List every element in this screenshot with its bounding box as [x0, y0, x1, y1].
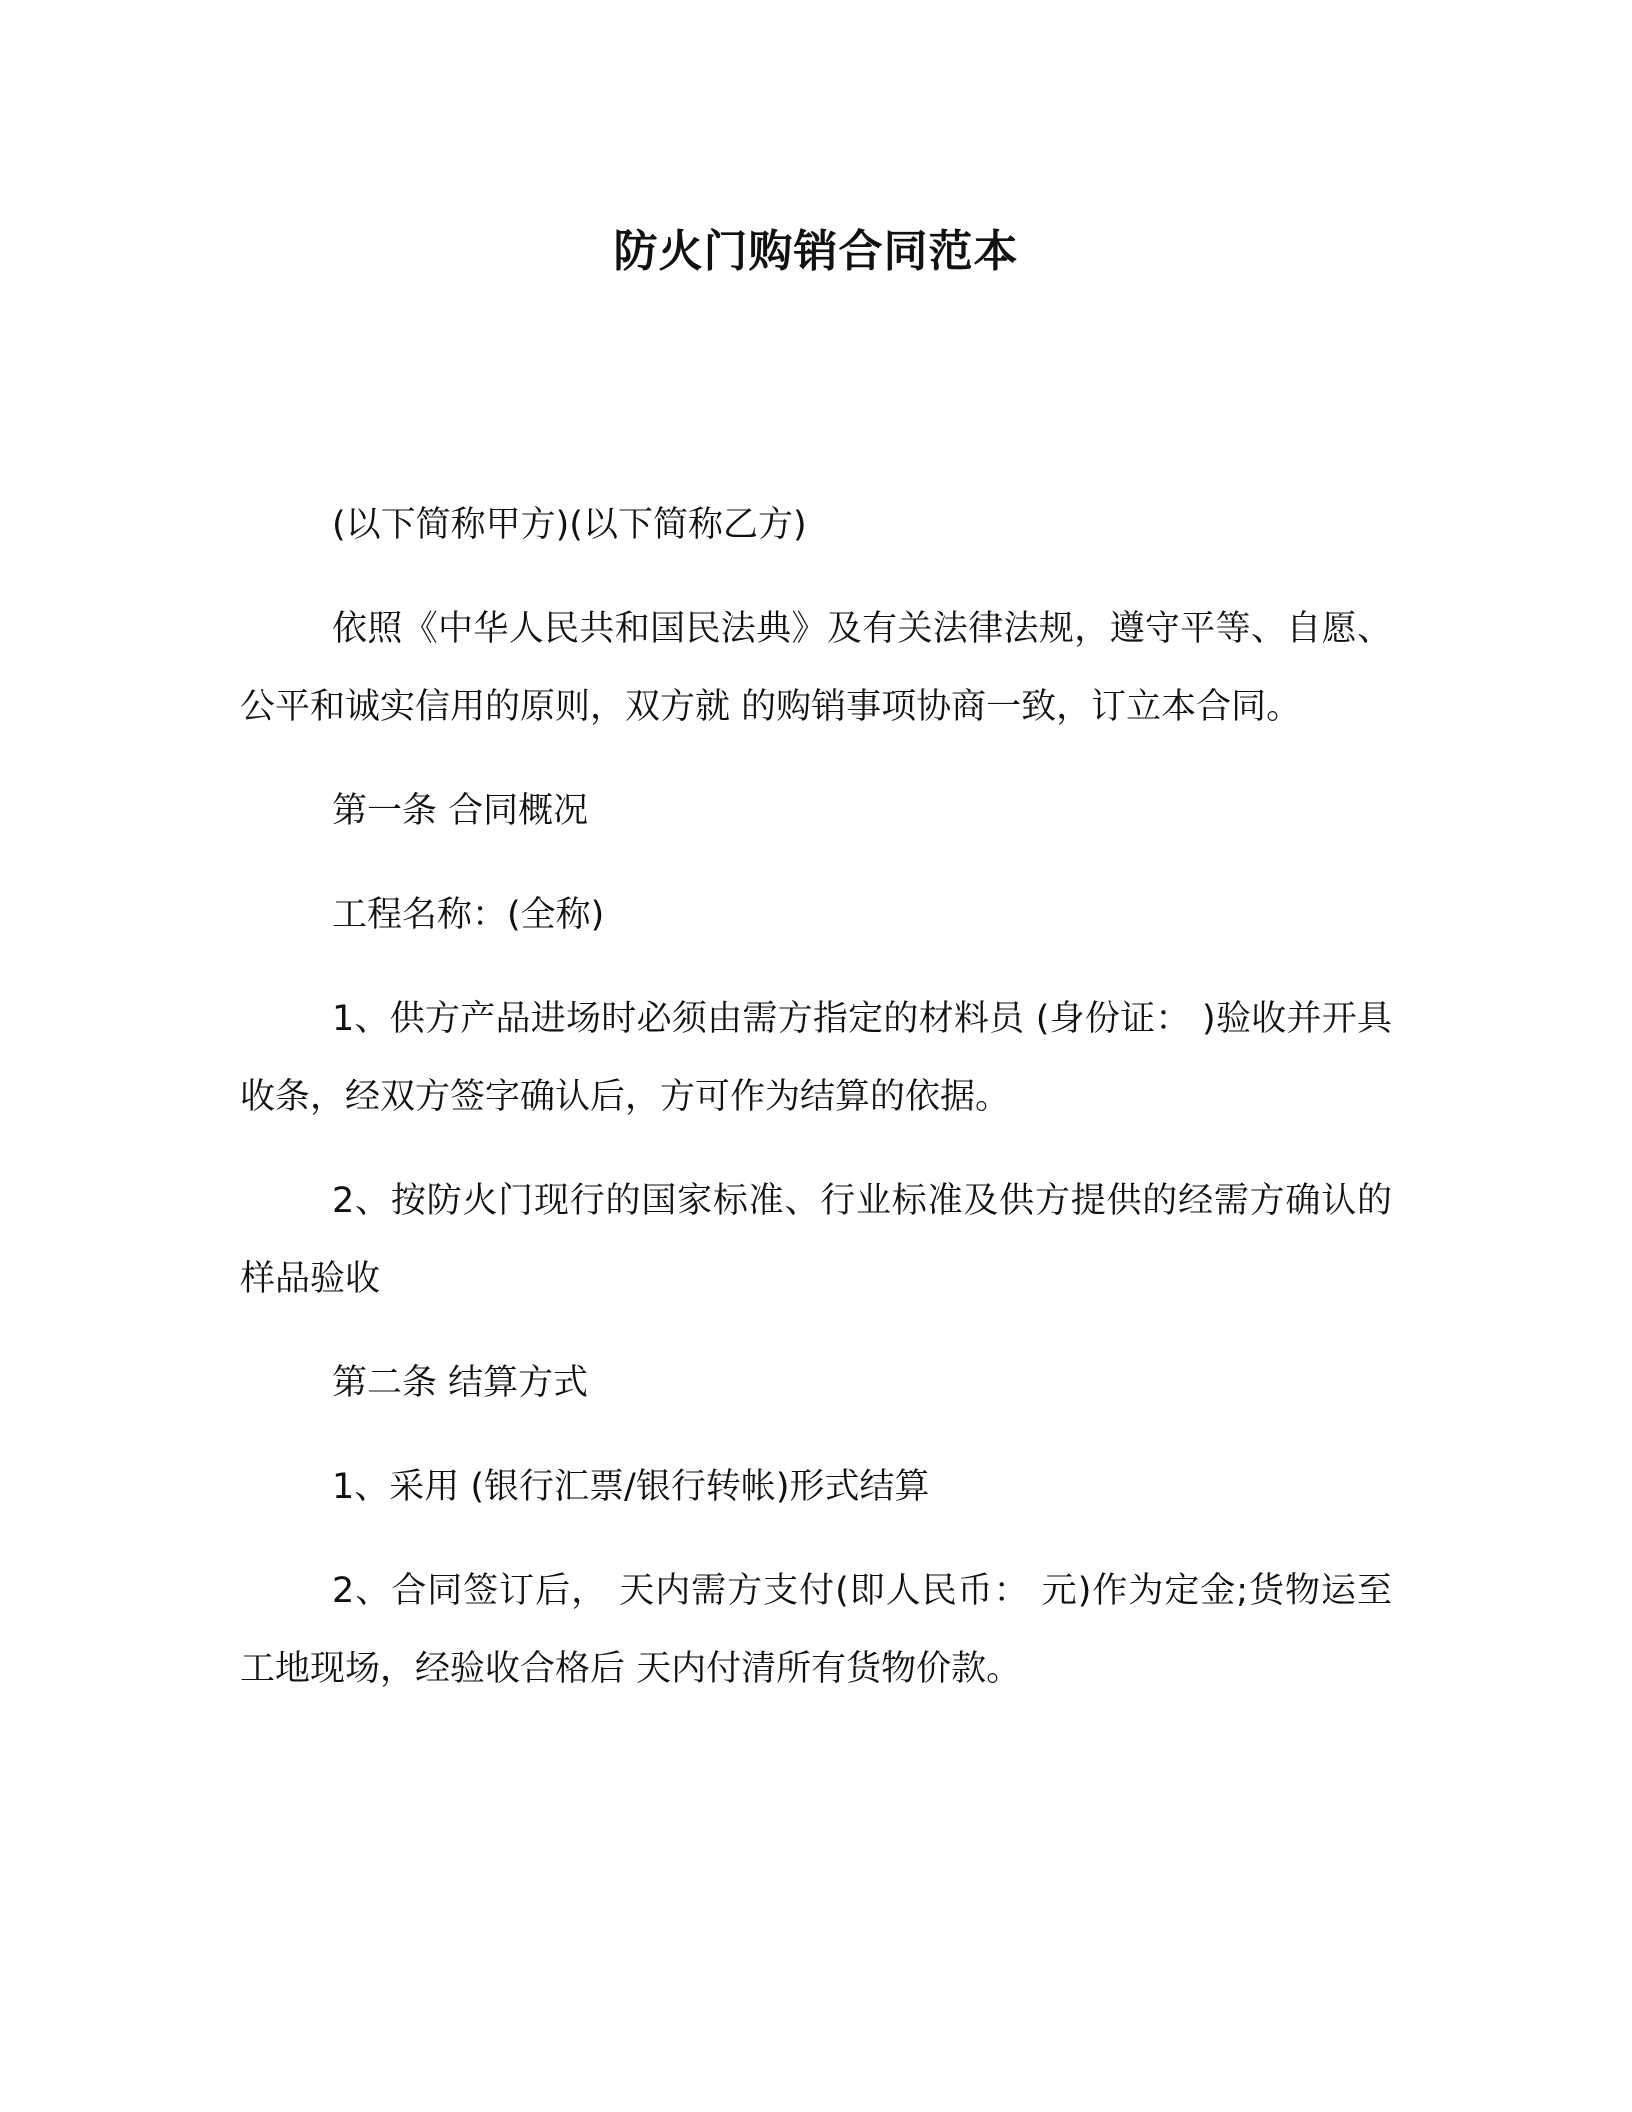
article-1-clause-2: 2、按防火门现行的国家标准、行业标准及供方提供的经需方确认的样品验收: [240, 1181, 1392, 1299]
page-title: 防火门购销合同范本: [613, 226, 1019, 277]
article-2-clause-2: 2、合同签订后， 天内需方支付(即人民币： 元)作为定金;货物运至工地现场，经验收合格后 天内付清所有货物价款。: [240, 1571, 1392, 1689]
project-name-line: 工程名称：(全称): [332, 895, 605, 935]
article-1-clause-1: 1、供方产品进场时必须由需方指定的材料员 (身份证： )验收并开具收条，经双方签字确认后，方可作为结算的依据。: [240, 999, 1392, 1117]
parties-line: (以下简称甲方)(以下简称乙方): [332, 505, 807, 545]
document-body: [240, 486, 1392, 1734]
article-2-heading: 第二条 结算方式: [332, 1363, 589, 1403]
preamble-paragraph: 依照《中华人民共和国民法典》及有关法律法规，遵守平等、自愿、公平和诚实信用的原则，双方就 的购销事项协商一致，订立本合同。: [240, 609, 1392, 727]
article-1-heading: 第一条 合同概况: [332, 791, 589, 831]
article-2-clause-1: 1、采用 (银行汇票/银行转帐)形式结算: [332, 1467, 930, 1507]
